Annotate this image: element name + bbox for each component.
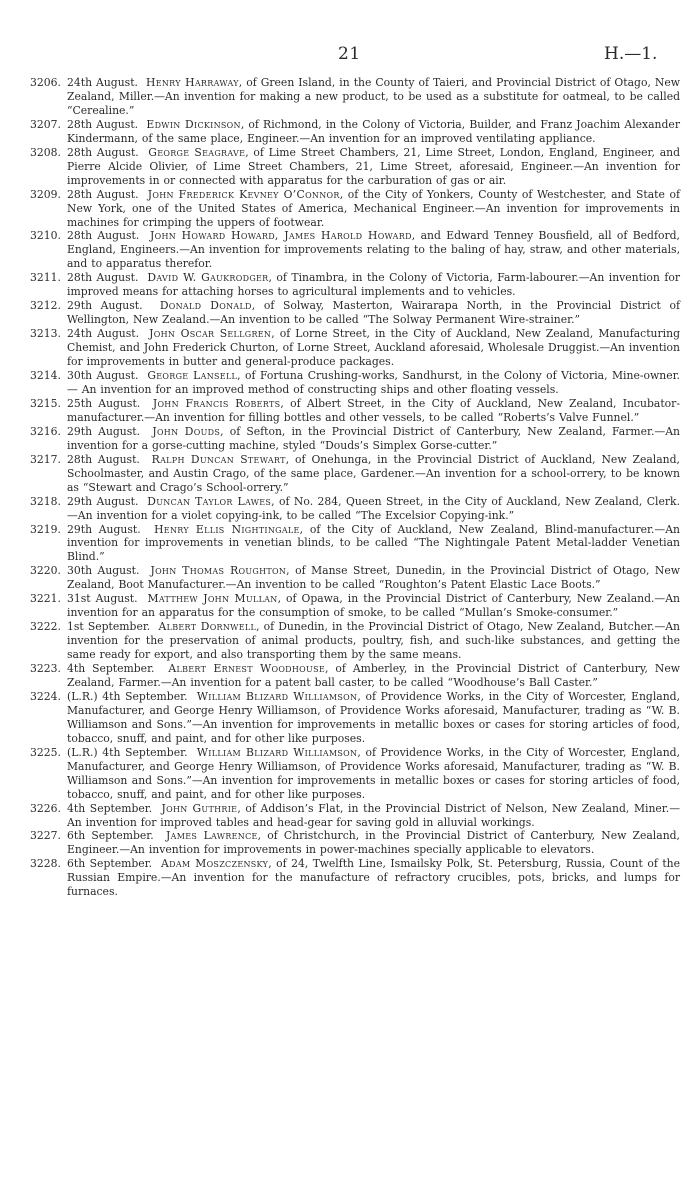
entry-applicant: Albert Dornwell <box>158 620 257 634</box>
entry-number: 3224. <box>30 689 61 703</box>
entry-description: , of 24, Twelfth Line, Ismailsky Polk, St. Petersburg, Russia, Count of the Russian Empire.—An invention for the manufacture of refractory crucibles, pots, bricks, and lumps for furnaces. <box>67 857 680 899</box>
entry-date: 28th August. <box>67 229 140 243</box>
entry-number: 3207. <box>30 117 61 131</box>
entry-description: , of Amberley, in the Provincial District of Canterbury, New Zealand, Farmer.—An invention for a patent ball caster, to be called “Woodhouse’s Ball Caster.” <box>67 662 680 689</box>
entry-number: 3222. <box>30 620 61 634</box>
entry-description: , of the City of Auckland, New Zealand, Blind-manufacturer.—An invention for improvements in venetian blinds, to be called “The Nightingale Patent Metal-ladder Venetian Blind.” <box>67 522 680 564</box>
entry-applicant: Henry Harraway <box>146 76 239 89</box>
entry-date: 24th August. <box>67 76 138 89</box>
entry-description: , of Manse Street, Dunedin, in the Provincial District of Otago, New Zealand, Boot Manufacturer.—An invention to be called “Roughton’s Patent Elastic Lace Boots.” <box>67 564 680 592</box>
entry-date: 29th August. <box>67 299 143 313</box>
entry-applicant: David W. Gaukrodger <box>147 271 269 285</box>
entry-date: (L.R.) 4th September. <box>67 745 188 759</box>
entry-description: , of Onehunga, in the Provincial District of Auckland, New Zealand, Schoolmaster, and Austin Crago, of the same place, Gardener.—An invention for a school-orrery, to be known as “Stewart and Crago’s School-orrery.” <box>67 452 680 494</box>
entry-date: 1st September. <box>67 620 151 634</box>
entry-date: (L.R.) 4th September. <box>67 689 188 703</box>
entry-applicant: John Thomas Roughton <box>150 564 287 578</box>
entry-applicant: George Seagrave <box>148 145 246 159</box>
patent-entry <box>30 76 680 118</box>
entry-applicant: Albert Ernest Woodhouse <box>168 662 325 676</box>
page-header <box>0 44 700 64</box>
patent-entry <box>30 453 680 495</box>
patent-entry <box>30 829 680 857</box>
patent-entry <box>30 271 680 299</box>
patent-entry <box>30 146 680 188</box>
entry-date: 31st August. <box>67 592 138 606</box>
patent-entry <box>30 564 680 592</box>
entry-date: 29th August. <box>67 424 141 438</box>
entry-date: 28th August. <box>67 117 139 131</box>
entry-applicant: John Douds <box>152 424 221 438</box>
patent-entry-list <box>30 76 680 899</box>
entry-description: , of Albert Street, in the City of Auckland, New Zealand, Incubator-manufacturer.—An invention for filling bottles and other vessels, to be called “Roberts’s Valve Funnel.” <box>67 396 680 424</box>
entry-date: 28th August. <box>67 452 140 466</box>
patent-entry <box>30 327 680 369</box>
patent-entry <box>30 118 680 146</box>
patent-entry <box>30 425 680 453</box>
entry-date: 28th August. <box>67 145 139 159</box>
patent-entry <box>30 523 680 565</box>
entry-applicant: John Howard Howard, James Harold Howard <box>149 229 412 243</box>
entry-date: 28th August. <box>67 187 139 201</box>
entry-number: 3215. <box>30 396 61 410</box>
entry-applicant: James Lawrence <box>166 829 258 843</box>
entry-description: , of Providence Works, in the City of Worcester, England, Manufacturer, and George Henry Williamson, of Providence Works aforesaid, Manufacturer, trading as “W. B. Williamson and Sons.”—An invention for improvements in metallic boxes or cases for storing articles of food, tobacco, snuff, and paint, and for other like purposes. <box>67 689 681 745</box>
entry-date: 29th August. <box>67 522 141 536</box>
entry-date: 30th August. <box>67 564 140 578</box>
entry-number: 3208. <box>30 145 61 159</box>
entry-description: , and Edward Tenney Bousfield, all of Bedford, England, Engineers.—An invention for improvements relating to the baling of hay, straw, and other materials, and to apparatus therefor. <box>67 229 680 271</box>
entry-applicant: Edwin Dickinson <box>146 117 241 131</box>
patent-entry <box>30 229 680 271</box>
entry-number: 3223. <box>30 662 61 676</box>
patent-entry <box>30 397 680 425</box>
entry-applicant: John Guthrie <box>161 801 238 815</box>
patent-entry <box>30 495 680 523</box>
entry-date: 29th August. <box>67 494 139 508</box>
entry-description: , of Sefton, in the Provincial District of Canterbury, New Zealand, Farmer.—An invention for a gorse-cutting machine, styled “Douds’s Simplex Gorse-cutter.” <box>67 424 680 452</box>
entry-number: 3211. <box>30 271 61 285</box>
entry-applicant: John Oscar Sellgren <box>149 327 272 341</box>
page-number: 21 <box>338 44 361 64</box>
patent-entry <box>30 746 680 802</box>
entry-date: 6th September. <box>67 857 153 871</box>
page-reference: H.—1. <box>604 44 658 64</box>
entry-number: 3221. <box>30 592 61 606</box>
entry-applicant: Ralph Duncan Stewart <box>151 452 286 466</box>
entry-applicant: Henry Ellis Nightingale <box>154 522 300 536</box>
entry-date: 4th September. <box>67 662 155 676</box>
entry-date: 24th August. <box>67 327 140 341</box>
entry-number: 3226. <box>30 801 61 815</box>
entry-description: , of Lime Street Chambers, 21, Lime Street, London, England, Engineer, and Pierre Alcide Olivier, of Lime Street Chambers, 21, Lime Street, aforesaid, Engineer.—An invention for improvements in or connected with apparatus for the carburation of gas or air. <box>67 145 680 187</box>
entry-number: 3218. <box>30 494 61 508</box>
entry-number: 3216. <box>30 424 61 438</box>
entry-number: 3217. <box>30 452 61 466</box>
entry-applicant: Matthew John Mullan <box>147 592 278 606</box>
entry-number: 3220. <box>30 564 61 578</box>
entry-number: 3210. <box>30 229 61 243</box>
entry-description: , of No. 284, Queen Street, in the City of Auckland, New Zealand, Clerk.—An invention for a violet copying-ink, to be called “The Excelsior Copying-ink.” <box>67 494 680 522</box>
entry-applicant: William Blizard Williamson <box>196 689 358 703</box>
entry-number: 3227. <box>30 829 61 843</box>
entry-date: 25th August. <box>67 396 141 410</box>
patent-entry <box>30 662 680 690</box>
entry-description: , of Tinambra, in the Colony of Victoria, Farm-labourer.—An invention for improved means for attaching horses to agricultural implements and to vehicles. <box>67 271 680 299</box>
patent-entry <box>30 188 680 230</box>
entry-number: 3228. <box>30 857 61 871</box>
entry-description: , of Addison’s Flat, in the Provincial District of Nelson, New Zealand, Miner.—An invention for improved tables and head-gear for saving gold in alluvial workings. <box>67 801 680 829</box>
entry-description: , of Dunedin, in the Provincial District of Otago, New Zealand, Butcher.—An invention for the preservation of animal products, poultry, fish, and such-like substances, and getting the same ready for export, and also transporting them by the same means. <box>67 620 681 662</box>
entry-date: 4th September. <box>67 801 153 815</box>
entry-description: , of Christchurch, in the Provincial District of Canterbury, New Zealand, Engineer.—An invention for improvements in power-machines specially applicable to elevators. <box>67 829 680 857</box>
entry-applicant: George Lansell <box>147 369 238 383</box>
patent-entry <box>30 857 680 899</box>
entry-number: 3213. <box>30 327 61 341</box>
entry-description: , of Green Island, in the County of Taieri, and Provincial District of Otago, New Zealand, Miller.—An invention for making a new product, to be used as a substitute for oatmeal, to be called “Cerealine.” <box>67 76 680 117</box>
entry-applicant: John Francis Roberts <box>152 396 281 410</box>
entry-date: 30th August. <box>67 369 139 383</box>
patent-entry <box>30 690 680 746</box>
entry-applicant: Duncan Taylor Lawes <box>147 494 272 508</box>
entry-applicant: Donald Donald <box>159 299 252 313</box>
entry-description: , of Richmond, in the Colony of Victoria, Builder, and Franz Joachim Alexander Kindermann, of the same place, Engineer.—An invention for an improved ventilating appliance. <box>67 117 680 145</box>
patent-entry <box>30 592 680 620</box>
entry-applicant: Adam Moszczensky <box>161 857 269 871</box>
entry-description: , of the City of Yonkers, County of Westchester, and State of New York, one of the United States of America, Mechanical Engineer.—An invention for improvements in machines for crimping the uppers of footwear. <box>67 187 680 229</box>
entry-number: 3214. <box>30 369 61 383</box>
entry-description: , of Solway, Masterton, Wairarapa North, in the Provincial District of Wellington, New Zealand.—An invention to be called “The Solway Permanent Wire-strainer.” <box>67 299 680 327</box>
entry-number: 3209. <box>30 187 61 201</box>
entry-number: 3206. <box>30 76 61 89</box>
entry-description: , of Opawa, in the Provincial District of Canterbury, New Zealand.—An invention for an apparatus for the consumption of smoke, to be called “Mullan’s Smoke-consumer.” <box>67 592 680 620</box>
entry-applicant: William Blizard Williamson <box>196 745 358 759</box>
entry-date: 6th September. <box>67 829 154 843</box>
patent-entry <box>30 369 680 397</box>
entry-description: , of Lorne Street, in the City of Auckland, New Zealand, Manufacturing Chemist, and John Frederick Churton, of Lorne Street, Auckland aforesaid, Wholesale Druggist.—An invention for improvements in butter and general-produce packages. <box>67 327 680 369</box>
entry-number: 3212. <box>30 299 61 313</box>
patent-entry <box>30 802 680 830</box>
entry-description: , of Fortuna Crushing-works, Sandhurst, in the Colony of Victoria, Mine-owner. — An invention for an improved method of constructing ships and other floating vessels. <box>67 369 680 396</box>
patent-entry <box>30 620 680 662</box>
entry-number: 3225. <box>30 745 61 759</box>
entry-applicant: John Frederick Kevney O’Connor <box>147 187 340 201</box>
patent-entry <box>30 299 680 327</box>
entry-number: 3219. <box>30 522 61 536</box>
entry-description: , of Providence Works, in the City of Worcester, England, Manufacturer, and George Henry Williamson, of Providence Works aforesaid, Manufacturer, trading as “W. B. Williamson and Sons.”—An invention for improvements in metallic boxes or cases for storing articles of food, tobacco, snuff, and paint, and for other like purposes. <box>67 745 681 801</box>
entry-date: 28th August. <box>67 271 139 285</box>
